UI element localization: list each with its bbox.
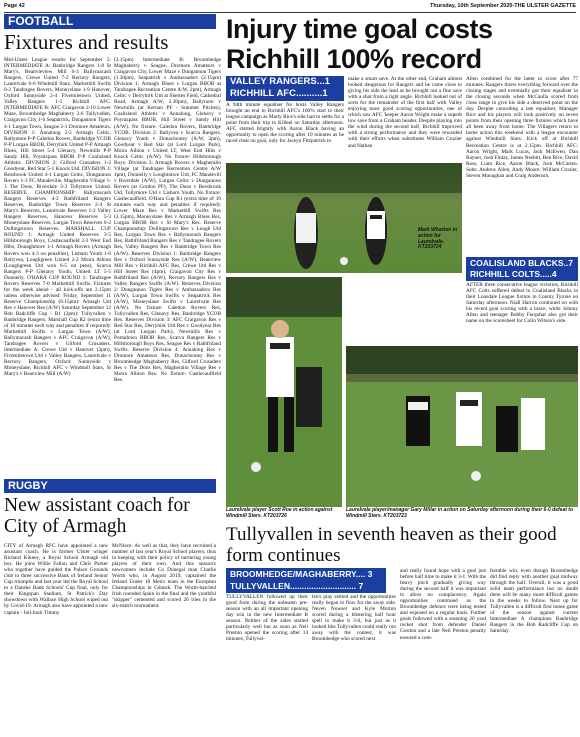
lead-article-column-1: A 94th minute equaliser for hosts Valley Rangers brought an end to Richhill AFC's 100% start to their league campaign as Marty Rice's side had to settle for a point from their trip to Killeel on Saturday afternoon. AFC started brightly with Aaron Black having an opportunity to open the scoring after 10 minutes as he raced clear on goal, only for Jaceyn Fitzpatrick to [226, 102, 344, 145]
match-photo-1 [226, 163, 462, 273]
match-photo-3 [346, 346, 578, 507]
score-banner-richhill: RICHHILL AFC..........1 [226, 88, 344, 101]
colts-article: AFTER three consecutive league victories, Richhill AFC Colts suffered defeat to Coalisland Blacks in their Lonsdale League fixture in County Tyrone on Saturday afternoon. Niall Harron continued on with his recent goal scoring with a brace, while Johnny Allen and teenager Bobby Farquhar also got their name on the scoresheet for Colin Wilson's side. [466, 282, 578, 325]
score-banner-coalisland: COALISLAND BLACKS..7 [466, 257, 578, 270]
page-number: Page 42 [4, 3, 25, 9]
page-header [4, 2, 576, 12]
photo-1-caption: Mark Wharton in action for Laurelvale. KT203724 [418, 227, 458, 251]
tullyvallen-column-3: and really found hope with a goal just before half time to make it 3-1. With the heavy pitch gradually giving way during the second half it was important to allow no complacency. Again opportunities continued as the Broomhedge defence were being tested and exposed on a regular basis. Further goals followed with a stunning 20 yard rocket shot from defender Daniel Gordon and a late Neil Preston penalty ensured a com- [400, 568, 486, 641]
match-photo-2 [226, 277, 342, 507]
rugby-article-column-1: CITY of Armagh RFC have appointed a new assistant coach. He is former Ulster winger Richard Kinney, a Royal School Armagh old boy. He joins Willie Fallon and Chris Parker who together have guided the Palace Grounds club to three successive Bank of Ireland Senior Cup triumphs and last year led the Royal School to a Danske Bank Schools' Cup final, only for their Kingspan Stadium, St Patrick's Day showdown with Wallace High School wiped out by Covid-19. Armagh also have appointed a new captain - full-back Timmy [4, 543, 108, 616]
fixtures-title: Fixtures and results [4, 30, 169, 54]
football-section-label: FOOTBALL [4, 14, 216, 29]
lead-article-column-2: make a smart save. At the other end, Graham almost looked dangerous for Rangers and he came close to giving his side the lead as he brought out a fine save with a shot from a tight angle. Richhill looked out of sorts for the remainder of the first half with Valley enjoying most good scoring opportunities, one of which saw AFC 'keeper Aaron Wright make a superb low save from a Graham header. Despite playing into the wind during the second half, Richhill improved with a strong performance and they were rewarded with their efforts when substitutes William Crozier and Nathan [348, 76, 462, 149]
tullyvallen-column-1: TULLYVALLEN followed up their good form during the unbeaten pre-season with an all important opening day win in the new Intermediate B season. Neither of the sides started particularly well but as soon as Neil Preston opened the scoring after 14 minutes, Tullyval- [226, 594, 308, 643]
tullyvallen-headline: Tullyvallen in seventh heaven as their good form continues [226, 524, 557, 566]
rugby-headline: New assistant coach for City of Armagh [4, 495, 190, 537]
score-banner-valley: VALLEY RANGERS...1 [226, 76, 344, 89]
date-line: Thursday, 10th September 2020-THE ULSTER GAZETTE [430, 3, 576, 9]
fixtures-column-1: Mid-Ulster League results for September 5: INTERMEDIATE A: Banbridge Rangers 1-0 St Mary's, Beanvieview Mill 0-3 Ballymacash Rangers, Crewe United 7-2 Rectory Rangers, Laurelvale 0-6 Windmill Stars, Markethill Swifts 0-2 Tandragee Rovers, Moneyslane 1-9 Hanover, Oxford Sunnyside 2-4 Fivemiletown United, Valley Rangers 1-1 Richhill AFC. INTERMEDIATE B: AFC Craigavon 2-10 Lower Maze, Broomhedge Maghaberry 2-6 Tullyvallen, Craigavon City 1-0 Seapatrick, Dungannon Tigers 4-1 Lurgan Town, Seagoe 2-1 Dromore Amateurs. DIVISION 1: Annalong 2-2 Armagh Celtic, Ballymore P-P Caledon Rovers, Banbridge YCOB P-P Lurgan BBOB, Derryhirk United P-P Armagh Blues, Hill Street 5-4 Glenavy, Newmills P-P Sandy Hill, Poyntzpass BBOB P-P Coalisland Athletic. DIVISION 2: Gilford Crusaders 1-2 Goodyear, Red Star 5-1 Knock Utd. DIVISION 3: Bessbrook United 4-1 Lurgan Celtic, Dungannon Rovers 1-3 FC Mandeville, Magheralin Village 1-3 The Dons, Riverdale 3-3 Tollymore United. RESERVE CHAMPIONSHIP: Ballymacash Rangers Reserves 4-3 Rathfriland Rangers Reserves, Banbridge Town Reserves 2-4 St Mary's Reserves, Laurelvale Reserves 1-2 Valley Rangers Reserves, Hanover Reserves 5-3 Moneyslane Reserves, Lurgan Town Reserves 0-2 Dollingstown Reserves. MARSHALL CUP ROUND 1: Armagh United Reserves 3-5 Hillsborough Boys, Castlecaulfield 2-3 West End Hibs, Donaghmore 1-1 Armagh Rovers (Armagh Rovers won 4-3 on penalties), Lisburn Youth 1-6 Ballyvea, Loughgreen United 2-2 Moira Albion (Loughgreen Utd won 6-5 on pens), Scarva Rangers P-P Glenavy Youth, United LT 5-5 Donnelly. O'HARA CUP ROUND 1: Tandragee Rovers Reserves 7-0 Markethill Swifts. Fixtures for the week ahead - all kick-offs are 2.15pm unless otherwise advised: Friday, September 11 Reserve Championship (8.15pm): Armagh Utd Res v Hanover Res (A/W) Saturday September 12 Bob Radcliffe Cup - R1 (2pm): Tullyvallen v Banbridge Rangers. Marshall Cup R2 (extra time of 10 minutes each way and penalties if required): Markethill Swifts v Lurgan Town (A/W), Ballymacash Rangers v AFC Craigavon (A/W), Tandragee Rovers v Gilford Crusaders. Intermediate A: Crewe Utd v Hanover (2pm), Fivemiletown Utd v Valley Rangers, Laurelvale v Rectory Rangers, Oxford Sunnyside v Moneyslane, Richhill AFC v Windmill Stars, St Mary's v Beanview Mill (A/W) [4, 57, 111, 378]
score-banner-colts: RICHHILL COLTS.....4 [466, 268, 578, 281]
rugby-article-column-2: McNiece. As well as that, they have recruited a number of last year's Royal School players, thus in keeping with their policy of nurturing young players of their own. And this season's newcomers include Co Donegal man Charlie Worth who, in August 2019, captained the Ireland Under 18 Men's team in the European Championships in Gdansk. The Worth-hatched Irish rounded Spain in the final and the youthful "skipper" cemented and scored 26 tries in the six-match tournament. [112, 543, 216, 610]
photo-3-caption: Laurelvale player/manager Gary Millar in action on Saturday afternoon during their 6-0 defeat to Windmill Stars. KT203723 [346, 507, 573, 519]
rugby-section-label: RUGBY [4, 479, 216, 493]
fixtures-column-2: (3.15pm) Intermediate B: Broomhedge Maghaberry v Seagoe, Dromore Amateurs v Craigavon City, Lower Maze v Dungannon Tigers (1.30pm), Seapatrick v Ambassadors (2.15pm) Division 1: Armagh Blues v Lurgan BBOB at Tandragee Recreation Centre A/W, 2pm), Armagh Celtic v Derryhirk Utd at Shertes Field, Cathedral Road, Armagh A/W, 2.30pm), Ballynore v Newmills (at Kernan PF - Summer Pitches), Coalisland Athletic v Annalong, Glenavy v Poyntzpass BBOB, Hill Street v Sandy Hill (A/W). No fixture: Caledon Rovers, Banbridge YCOB. Division 2: Ballyvea v Scarva Rangers, Glenavy Youth v Donaclooney (A/W, 2pm), Goodyear v Red Star (at Lord Lurgan Park), Moira Albion v United LT, West End Hibs v Knock Celtic (A/W). No fixture: Hillsborough Boys. Division 3: Armagh Rovers v Magheralin Village (at Tandragee Recreation Centre A/W 1pm), Donnelly v Loughinisce Utd, FC Mandevill v Riverdale (A/W), Lurgan Celtic v Dungannon Rovers (at Gordon PF), The Dons v Bessbrook Utd, Tollymore Utd v Lisburn Youth. No fixture: Castlecaulfield. O'Hara Cup R1 (extra time of 10 minutes each way and penalties if required): Lower Maze Res v Markethill Swifts Res (3.15pm), Moneyslane Res v Armagh Blues Res, Lurgan BBOB Res v St Mary's Res. Reserve Championship: Dollingstown Res v Lough Utd Res, Lurgan Town Res v Ballymacash Rangers Res, Rathfriland Rangers Res v Tandragee Rovers Res, Valley Rangers Res v Banbridge Town Res (A/W). Reserves Division 1: Banbridge Rangers Res v Oxford Sunnyside Res (A/W), Beanview Mill Res v Richhill AFC Res, Crewe Utd Res v Hill Street Res (4pm), Craigavon City Res v Rathfriland Res (A/W), Rectory Rangers Res v Valley Rangers Swifts (A/W). Reserves Division 2: Dungannon Tigers Res v Ambassadors Res (A/W), Lurgan Town Swifts v Seapatrick Res (A/W), Moneyslane Swifts v Laurelvale Res (A/W). No fixture: Caledon Rovers Res, Tullyvallen Res, Glenavy Res, Banbridge YCOB Res. Reserves Division 3: AFC Craigavon Res v Red Star Res, Derryhirk Utd Res v Goodyear Res (at Lord Lurgan Park), Newmills Res v Portadown BBOB Res, Scarva Rangers Res v Hillsborough Boys Res, Seagoe Res v Rathfriland Swifts. Reserve Division 4: Annalong Res v Dromore Amateurs Res, Donaclooney Res v Broomhedge Maghaberry Res, Gilford Crusaders Res v The Dons Res, Magheralin Village Res v Moira Albion Res. No fixture: Castlecaulfield Res. [114, 57, 221, 384]
score-banner-broomhedge: BROOMHEDGE/MAGHABERRY.... 3 [226, 568, 386, 581]
lead-headline: Injury time goal costs Richhill 100% record [226, 14, 493, 74]
header-rule [4, 12, 576, 13]
score-banner-tullyvallen: TULLYVALLEN............................ 7 [226, 580, 386, 593]
photo-2-caption: Laurelvale player Scott Roe in action against Windmill Stars. KT203726 [226, 507, 333, 519]
lead-article-column-3: Allen combined for the latter to score after 77 minutes. Rangers threw everything forward over the closing stages and eventually got their equaliser in the closing seconds when McCaulla scored from close range to give his side a deserved point on the day. Despite conceding a late equaliser, Manager Rice and his players will look positively on seven points from their opening three fixtures which have all been away from home. The Villagers return to home action this weekend with a league encounter against Windmill Stars. Kick off at Richhill Recreation Centre is at 2.15pm. Richhill AFC: Aaron Wright, Mark Lucas, Jack McEwen, Dan Rayner, Josh Finlay, James Nesbitt, Ben Rice, David Ross, Liam Rice, Aaron Black, Josh McCarten. Subs: Andrew Allen, Andy Moore, William Crozier, Steven Monaghan and Craig Anderson. [466, 76, 578, 179]
tullyvallen-column-4: fortable win, even though Broomhedge did find reply with another goal midway through the half. Overall, it was a good solid team performance but no doubt there will be many more difficult games in the weeks to follow. Next up for Tullyvallen is a difficult first home game of the season against current Intermediate A champions Banbridge Rangers in the Bob Radcliffe Cup on Saturday. [490, 568, 578, 635]
tullyvallen-column-2: len's play settled and the opportunities really began to flow for the away side. Neven Nowsel and Kyle Morton scored during a blistering half hour spell to make it 3-0, but just as it looked like Tullyvallen could really run away with the contest, it was Broomhedge who scored next [312, 594, 396, 643]
